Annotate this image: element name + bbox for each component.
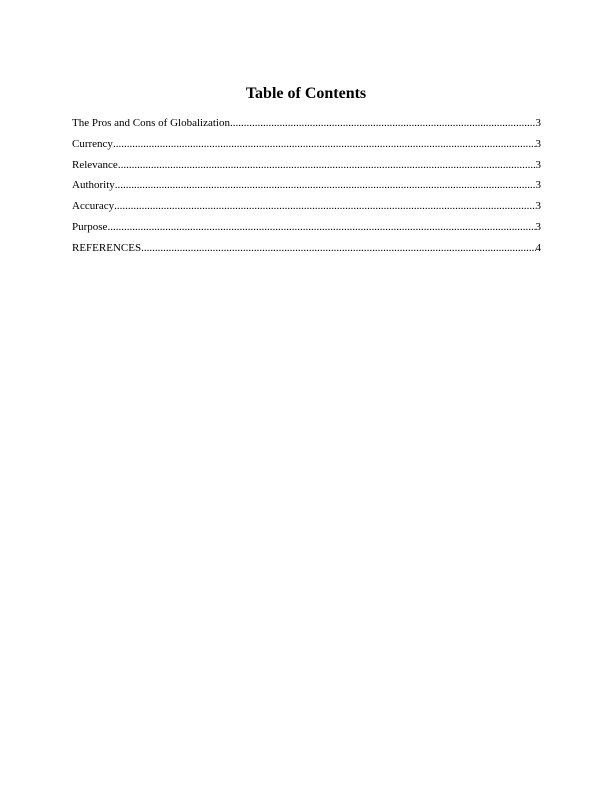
toc-entry-label: Relevance — [72, 158, 118, 171]
toc-entry-label: Authority — [72, 179, 115, 192]
toc-entry-currency[interactable] — [72, 137, 541, 158]
toc-entry-label: Currency — [72, 137, 113, 150]
toc-entry-label: Purpose — [72, 220, 108, 233]
toc-page-number: 3 — [535, 179, 541, 192]
toc-entry-references[interactable] — [72, 241, 541, 262]
toc-entry-accuracy[interactable] — [72, 199, 541, 220]
toc-page-number: 3 — [535, 200, 541, 213]
toc-dot-leader — [114, 199, 535, 213]
toc-dot-leader — [115, 178, 536, 192]
toc-page-number: 3 — [535, 220, 541, 233]
toc-page-number: 4 — [535, 241, 541, 254]
toc-entry-label: The Pros and Cons of Globalization — [72, 117, 230, 129]
toc-entry-pros-and-cons[interactable] — [72, 116, 541, 137]
toc-title: Table of Contents — [245, 85, 367, 102]
toc-page-number: 3 — [535, 158, 541, 171]
toc-entry-label: Accuracy — [72, 200, 115, 213]
toc-dot-leader — [118, 158, 536, 172]
toc-entry-relevance[interactable] — [72, 158, 541, 179]
toc-entry-label: REFERENCES — [72, 241, 142, 254]
toc-list — [72, 116, 541, 262]
toc-entry-authority[interactable] — [72, 178, 541, 199]
toc-dot-leader — [141, 241, 535, 255]
toc-dot-leader — [230, 116, 536, 130]
toc-page-number: 3 — [535, 137, 541, 150]
toc-page-number: 3 — [535, 117, 541, 129]
toc-dot-leader — [107, 220, 535, 234]
toc-entry-purpose[interactable] — [72, 220, 541, 241]
toc-dot-leader — [113, 137, 536, 151]
